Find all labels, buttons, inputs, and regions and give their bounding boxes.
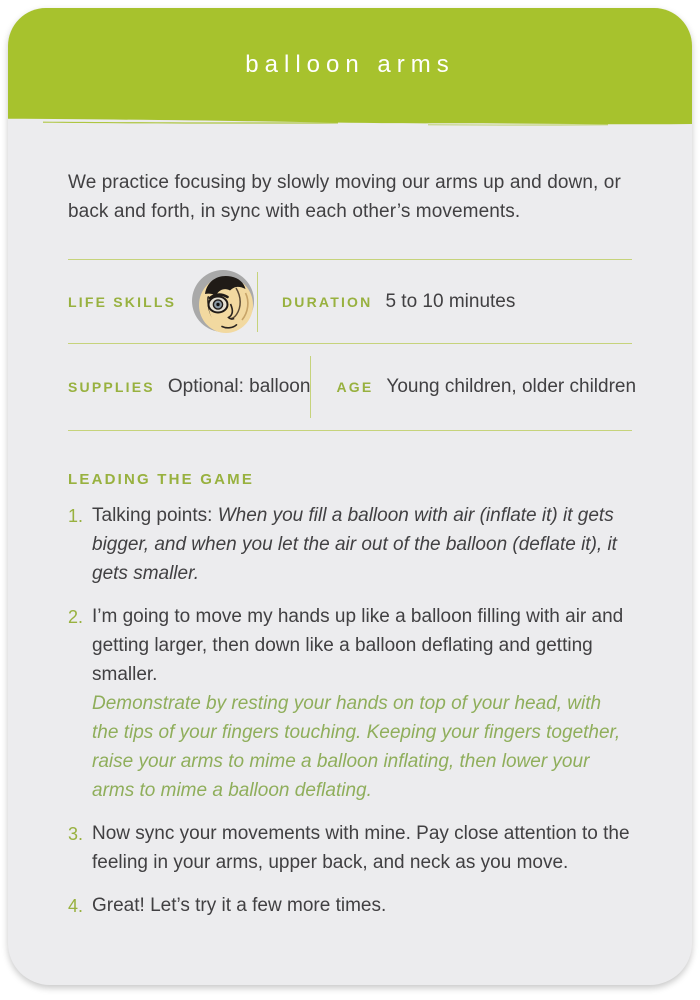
supplies-label: SUPPLIES (68, 379, 155, 395)
life-skills-label: LIFE SKILLS (68, 293, 177, 310)
step-text: Now sync your movements with mine. Pay close attention to the feeling in your arms, upper back, and neck as you move. (92, 823, 630, 873)
card-header (8, 8, 692, 112)
duration-cell (258, 291, 515, 313)
duration-label: DURATION (282, 293, 373, 310)
demonstration-note: Demonstrate by resting your hands on top of your head, with the tips of your fingers touching. Keeping your fingers together, raise your arms to mime a balloon inflating, then lower your arms to mime a balloon deflating. (92, 693, 621, 801)
supplies-value: Optional: balloon (167, 376, 311, 397)
age-cell (311, 376, 636, 398)
life-skills-face-icon (189, 267, 259, 337)
card-content (8, 168, 692, 921)
card-title: balloon arms (245, 51, 455, 78)
age-label: AGE (336, 379, 374, 395)
supplies-cell (68, 376, 310, 398)
step-text: Great! Let’s try it a few more times. (92, 895, 387, 916)
step-number: 3. (68, 824, 84, 844)
life-skills-cell (68, 267, 257, 337)
talking-point-text: When you fill a balloon with air (inflate it) it gets bigger, and when you let the air out of the balloon (deflate it), it gets smaller. (92, 505, 617, 584)
step-3 (68, 819, 632, 877)
step-text: I’m going to move my hands up like a balloon filling with air and getting larger, then down like a balloon deflating and getting smaller. (92, 606, 624, 685)
step-1 (68, 501, 632, 588)
step-text (92, 501, 632, 588)
step-number: 1. (68, 506, 84, 526)
step-number: 2. (68, 607, 84, 627)
step-4 (68, 891, 632, 921)
brush-stroke-edge (8, 111, 692, 128)
duration-value: 5 to 10 minutes (385, 290, 516, 312)
section-heading: LEADING THE GAME (68, 471, 255, 488)
leading-the-game-section (68, 471, 632, 921)
age-value: Young children, older children (386, 376, 637, 397)
meta-row-supplies-age (68, 344, 637, 430)
meta-row-skills-duration (68, 260, 632, 343)
activity-card (8, 8, 692, 985)
step-lead-in: Talking points: (92, 505, 218, 526)
divider-bottom (68, 430, 632, 431)
step-2 (68, 602, 632, 805)
step-number: 4. (68, 896, 84, 916)
intro-text: We practice focusing by slowly moving our arms up and down, or back and forth, in sync with each other’s movements. (68, 172, 621, 222)
